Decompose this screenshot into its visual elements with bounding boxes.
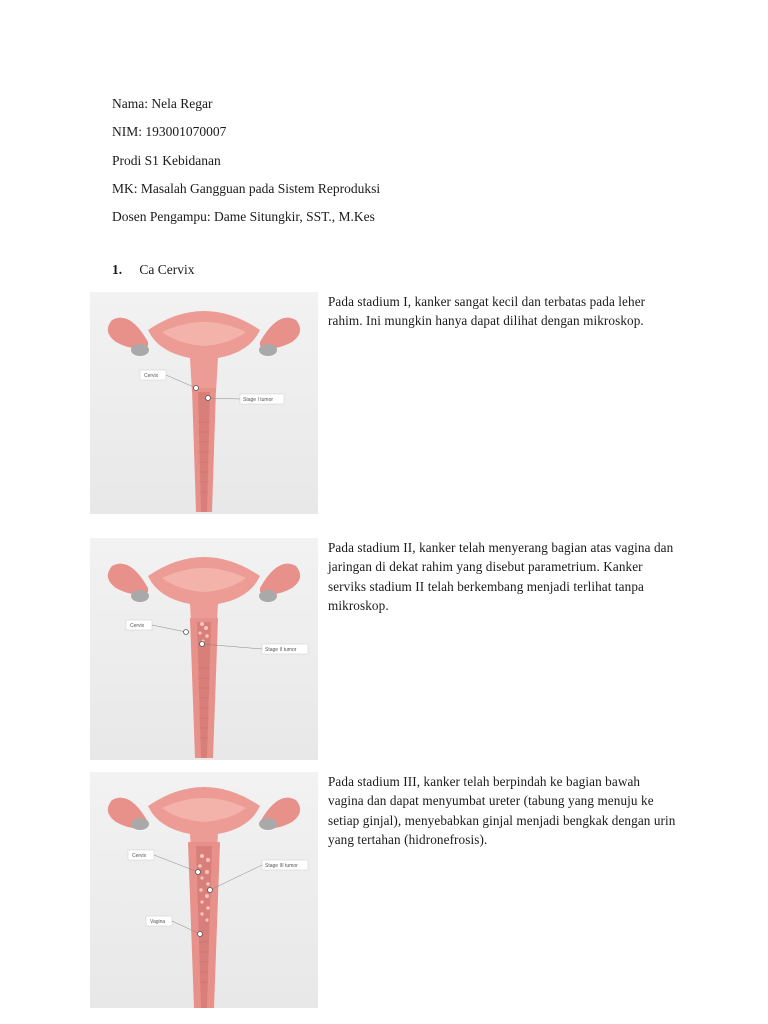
stage-2-illustration (90, 538, 318, 760)
student-name: Nama: Nela Regar (112, 96, 213, 111)
section-heading (112, 262, 195, 278)
tumor-callout-label: Stage II tumor (265, 647, 297, 653)
tumor-callout-label: Stage III tumor (265, 863, 298, 869)
study-program: Prodi S1 Kebidanan (112, 152, 221, 168)
stage-1-description: Pada stadium I, kanker sangat kecil dan terbatas pada leher rahim. Ini mungkin hanya dapat dilihat dengan mikroskop. (328, 294, 646, 329)
course-name: MK: Masalah Gangguan pada Sistem Reproduksi (112, 180, 381, 196)
cervix-callout-label: Cervix (144, 373, 159, 379)
cervix-callout-label: Cervix (132, 853, 147, 859)
tumor-callout-label: Stage I tumor (243, 397, 274, 403)
vagina-callout-label: Vagina (150, 919, 166, 925)
section-number: 1. (112, 262, 123, 277)
stage-1-illustration (90, 292, 318, 514)
lecturer-name: Dosen Pengampu: Dame Situngkir, SST., M.Kes (112, 209, 375, 225)
section-title: Ca Cervix (139, 262, 195, 277)
stage-3-description: Pada stadium III, kanker telah berpindah ke bagian bawah vagina dan dapat menyumbat ureter (tabung yang menuju ke setiap ginjal), menyebabkan ginjal menjadi bengkak dengan urin yang tertahan (hidronefrosis). (328, 774, 676, 848)
stage-3-illustration (90, 772, 318, 1008)
cervix-callout-label: Cervix (130, 623, 145, 629)
stage-2-description: Pada stadium II, kanker telah menyerang bagian atas vagina dan jaringan di dekat rahim yang disebut parametrium. Kanker serviks stadium II telah berkembang menjadi terlihat tanpa mikroskop. (328, 540, 674, 614)
student-info (112, 90, 380, 231)
student-nim: NIM: 193001070007 (112, 124, 227, 140)
